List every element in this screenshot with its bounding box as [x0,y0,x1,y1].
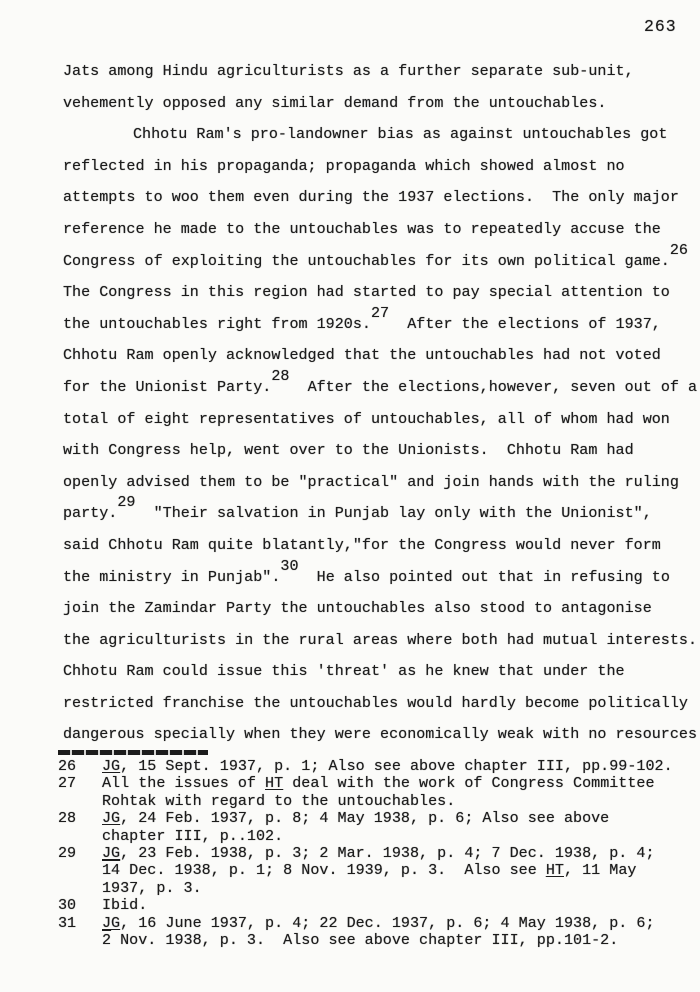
text-run: After the elections of 1937, [389,314,661,333]
text-run: JG [102,913,121,932]
text-line [63,303,700,341]
text-run: deal with the work of Congress Committee [283,774,655,793]
text-run: 2 [102,931,112,950]
footnote-text [102,793,455,810]
footnote-line [58,810,700,827]
text-run: JG [102,757,121,775]
text-run: Chhotu Ram openly acknowledged that the untouchables had not voted [63,346,661,365]
footnote-line [58,932,700,949]
footnote-text [102,880,202,897]
footnote-line [58,862,700,879]
footnote-text [102,775,655,792]
text-run: Rohtak with regard to the untouchables. [102,791,456,810]
text-line [63,593,700,625]
text-run: total of eight representatives of untouchables, all of whom had won [63,409,670,428]
footnote-text [102,845,655,862]
text-line [63,214,700,246]
text-run: reflected in his propaganda; propaganda which showed almost no [63,156,625,175]
footnote-text [102,758,673,775]
text-run: the agriculturists in the rural areas where both had mutual interests. [63,630,698,649]
text-run: attempts to woo them even during the 1937 elections. The only major [63,188,679,207]
text-run: , 16 June 1937, p. 4; 22 Dec. 1937, p. 6; 4 May 1938, p. 6; [120,913,655,932]
footnote-text [102,915,655,932]
text-run: 14 [102,861,121,880]
footnote-line [58,828,700,845]
footnote-line [58,880,700,897]
text-line [63,88,700,120]
text-run: Nov. 1938, p. 3. Also see above chapter III, pp.101-2. [111,931,619,950]
text-run: Ibid. [102,896,148,915]
text-line [63,151,700,183]
text-run: Congress of exploiting the untouchables for its own political game. [63,251,670,270]
footnote-line [58,758,700,775]
text-run: dangerous specially when they were economically weak with no resources [63,725,698,744]
footnote-ref: 27 [370,303,390,322]
text-line [63,240,700,278]
text-run: chapter III, p..102. [102,826,284,845]
text-line [63,688,700,720]
text-line [63,493,700,530]
footnote-text [102,862,636,879]
footnote-text [102,932,618,949]
footnote-ref: 28 [271,367,290,386]
text-line [63,56,700,88]
footnote-number: 27 [58,774,77,793]
footnote-number: 31 [58,913,77,932]
text-run: with Congress help, went over to the Unionists. Chhotu Ram had [63,441,634,460]
footnote-line [58,915,700,932]
text-run: openly advised them to be "practical" and join hands with the ruling [63,472,679,491]
text-line [63,340,700,372]
text-line [63,719,700,751]
text-run: Chhotu Ram's pro-landowner bias as against untouchables got [133,125,668,144]
text-run: the untouchables right from 1920s. [63,314,371,333]
text-run: join the Zamindar Party the untouchables also stood to antagonise [63,599,652,618]
text-run: 1937, p. 3. [102,878,202,897]
footnote-line [58,793,700,810]
footnote-number: 26 [58,757,77,775]
footnote-number: 28 [58,809,77,828]
text-run: vehemently opposed any similar demand from the untouchables. [63,93,607,112]
footnotes [58,758,700,949]
text-run: the ministry in Punjab". [63,567,281,586]
footnote-separator [58,750,208,755]
footnote-line [58,845,700,862]
footnote-number: 30 [58,896,77,915]
footnote-line [58,897,700,914]
text-run: , 24 Feb. 1937, p. 8; 4 May 1938, p. 6; Also see above [120,809,610,828]
text-line [63,625,700,657]
footnote-ref: 30 [280,556,299,575]
text-run: JG [102,809,121,828]
text-run: , 15 Sept. 1937, p. 1; Also see above chapter III, pp.99-102. [120,757,673,775]
footnote-number [58,932,102,949]
text-run: He also pointed out that in refusing to [298,567,670,586]
text-run: for the Unionist Party. [63,377,272,396]
footnote-text [102,828,283,845]
footnote-number [58,828,102,845]
page-number: 263 [644,17,677,36]
text-run: party. [63,504,118,523]
text-run: The Congress in this region had started to pay special attention to [63,283,670,302]
text-run: reference he made to the untouchables was to repeatedly accuse the [63,219,661,238]
footnote-line [58,775,700,792]
text-line [63,435,700,467]
text-run: JG [102,844,121,863]
footnote-number [58,862,102,879]
text-run: HT [545,861,564,880]
text-line [63,467,700,499]
text-run: After the elections,however, seven out of a [289,377,698,396]
text-line [63,530,700,562]
text-line [63,404,700,436]
text-line [63,119,700,151]
footnote-text [102,810,609,827]
text-line [63,556,700,594]
text-line [63,367,700,404]
text-line [63,656,700,688]
text-run: "Their salvation in Punjab lay only with the Unionist", [135,504,652,523]
footnote-number [58,793,102,810]
text-line [63,182,700,214]
text-run: , 11 May [563,861,637,880]
footnote-ref: 29 [117,493,136,512]
text-run: restricted franchise the untouchables would hardly become politically [63,693,688,712]
body-text [63,56,700,751]
text-run: Chhotu Ram could issue this 'threat' as he knew that under the [63,662,625,681]
footnote-number: 29 [58,844,77,863]
footnote-number [58,880,102,897]
text-run: Jats among Hindu agriculturists as a further separate sub-unit, [63,62,634,80]
footnote-ref: 26 [669,240,688,259]
footnote-text [102,897,147,914]
text-run: , 23 Feb. 1938, p. 3; 2 Mar. 1938, p. 4; 7 Dec. 1938, p. 4; [120,844,655,863]
text-run: HT [265,774,284,793]
text-run: All the issues of [102,774,266,793]
text-run: Dec. 1938, p. 1; 8 Nov. 1939, p. 3. Also see [120,861,546,880]
text-run: said Chhotu Ram quite blatantly,"for the Congress would never form [63,535,661,554]
